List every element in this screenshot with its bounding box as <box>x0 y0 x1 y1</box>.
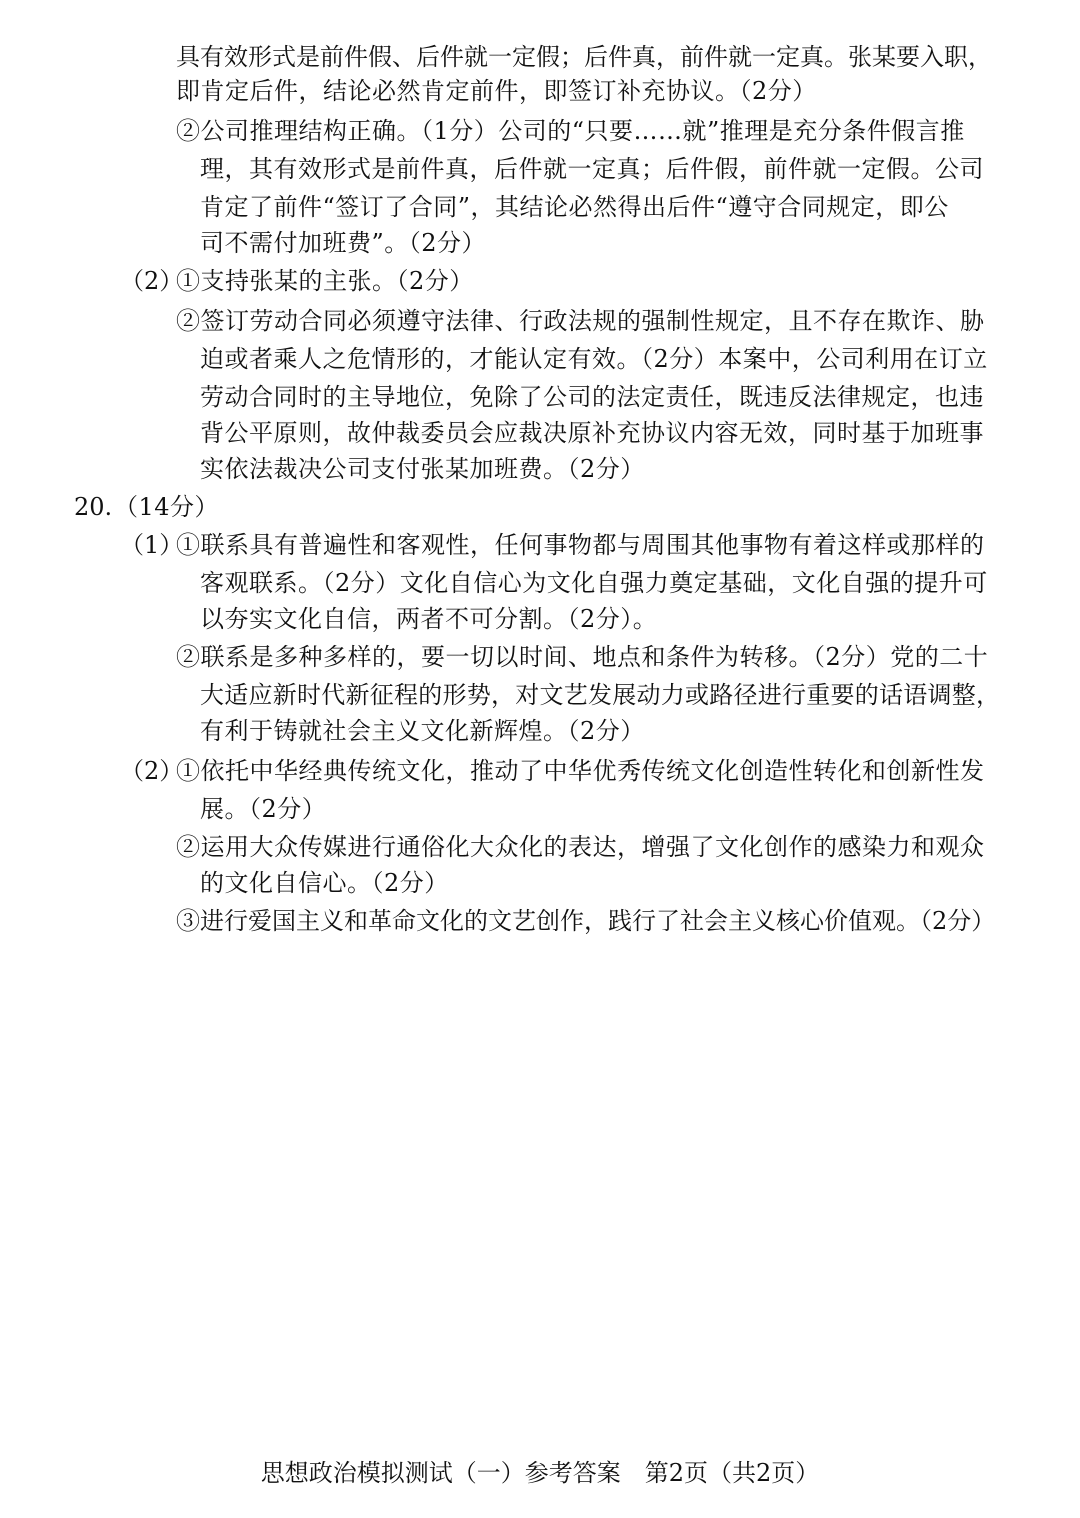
answer-line: ②公司推理结构正确。（1分）公司的“只要……就”推理是充分条件假言推 <box>176 117 965 145</box>
answer-line: ③进行爱国主义和革命文化的文艺创作，践行了社会主义核心价值观。（2分） <box>176 907 996 935</box>
question-number: 20. <box>74 493 113 521</box>
answer-line: 展。（2分） <box>200 795 327 823</box>
answer-line: 有利于铸就社会主义文化新辉煌。（2分） <box>200 717 645 745</box>
answer-line: ①依托中华经典传统文化，推动了中华优秀传统文化创造性转化和创新性发 <box>176 757 985 785</box>
answer-line: ②联系是多种多样的，要一切以时间、地点和条件为转移。（2分）党的二十 <box>176 643 989 671</box>
answer-line: ②运用大众传媒进行通俗化大众化的表达，增强了文化创作的感染力和观众 <box>176 833 985 861</box>
sub-question-marker: （2） <box>120 267 184 295</box>
answer-line: 理，其有效形式是前件真，后件就一定真；后件假，前件就一定假。公司 <box>200 155 984 183</box>
answer-line: 以夯实文化自信，两者不可分割。（2分）。 <box>200 605 658 633</box>
answer-line: 大适应新时代新征程的形势，对文艺发展动力或路径进行重要的话语调整， <box>200 681 1001 709</box>
answer-line: ①联系具有普遍性和客观性，任何事物都与周围其他事物有着这样或那样的 <box>176 531 985 559</box>
answer-line: 客观联系。（2分）文化自信心为文化自强力奠定基础，文化自强的提升可 <box>200 569 988 597</box>
answer-line: ②签订劳动合同必须遵守法律、行政法规的强制性规定，且不存在欺诈、胁 <box>176 307 985 335</box>
answer-line: 背公平原则，故仲裁委员会应裁决原补充协议内容无效，同时基于加班事 <box>200 419 984 447</box>
answer-line: 实依法裁决公司支付张某加班费。（2分） <box>200 455 645 483</box>
sub-question-marker: （1） <box>120 531 184 559</box>
page-footer: 思想政治模拟测试（一）参考答案 第2页（共2页） <box>260 1459 820 1487</box>
answer-line: 的文化自信心。（2分） <box>200 869 449 897</box>
answer-line: 肯定了前件“签订了合同”，其结论必然得出后件“遵守合同规定，即公 <box>200 193 949 221</box>
answer-line: 迫或者乘人之危情形的，才能认定有效。（2分）本案中，公司利用在订立 <box>200 345 988 373</box>
answer-line: ①支持张某的主张。（2分） <box>176 267 474 295</box>
answer-line: 即肯定后件，结论必然肯定前件，即签订补充协议。（2分） <box>176 77 817 105</box>
answer-line: 具有效形式是前件假、后件就一定假；后件真，前件就一定真。张某要入职， <box>176 43 992 71</box>
answer-line: 司不需付加班费”。（2分） <box>200 229 487 257</box>
question-score: （14分） <box>114 493 220 521</box>
sub-question-marker: （2） <box>120 757 184 785</box>
answer-line: 劳动合同时的主导地位，免除了公司的法定责任，既违反法律规定，也违 <box>200 383 984 411</box>
